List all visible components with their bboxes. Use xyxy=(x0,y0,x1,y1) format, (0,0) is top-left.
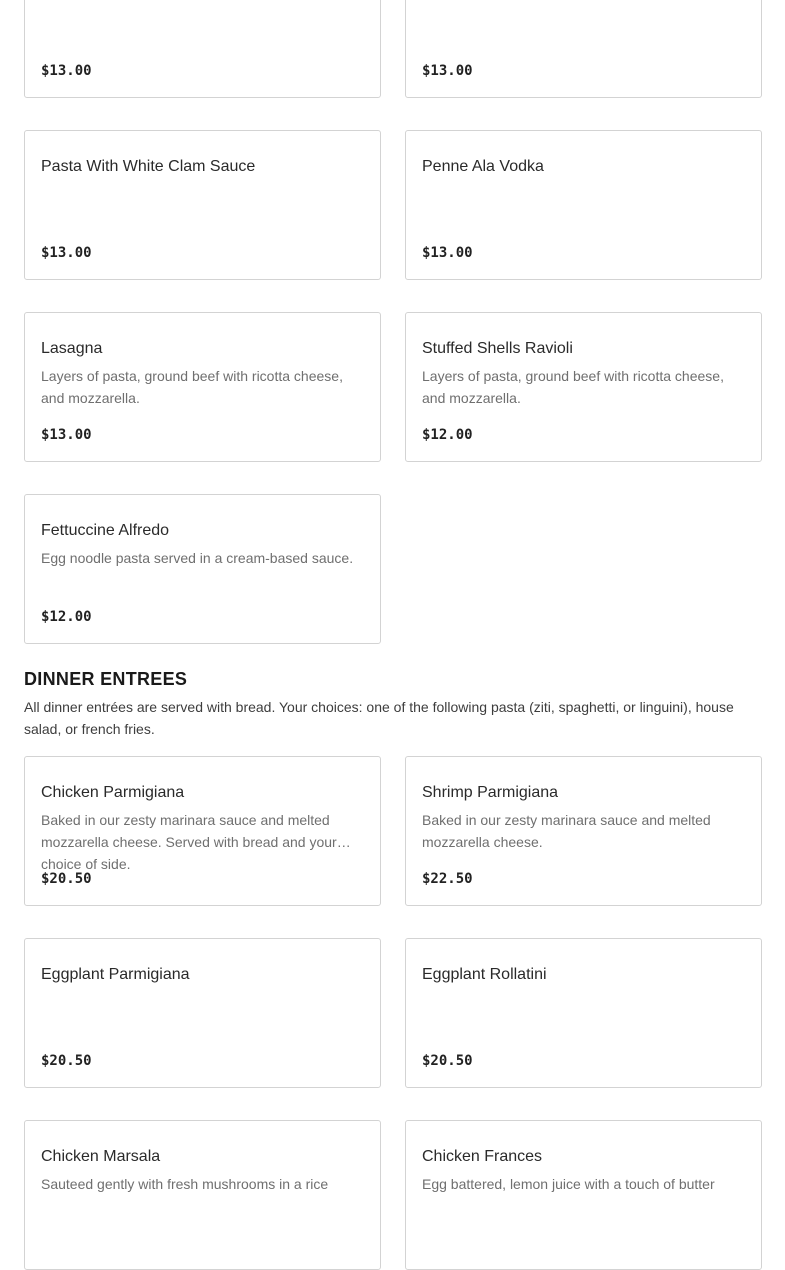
menu-item-description: Egg battered, lemon juice with a touch of butter xyxy=(422,1176,715,1192)
menu-item-price: $13.00 xyxy=(41,63,92,79)
menu-item-name: Chicken Marsala xyxy=(41,1148,161,1165)
menu-item-description: Sauteed gently with fresh mushrooms in a rice xyxy=(41,1176,329,1192)
menu-item-name: Pasta With White Clam Sauce xyxy=(41,158,256,175)
menu-item-card[interactable] xyxy=(405,0,762,98)
menu-item-name: Stuffed Shells Ravioli xyxy=(422,340,573,357)
menu-item-card[interactable] xyxy=(405,756,762,906)
menu-item-card[interactable] xyxy=(24,938,381,1088)
menu-item-name: Shrimp Parmigiana xyxy=(422,784,559,801)
section-title: DINNER ENTREES xyxy=(24,669,188,689)
menu-item-description: Egg noodle pasta served in a cream-based sauce. xyxy=(41,550,354,566)
menu-item-card[interactable] xyxy=(24,1120,381,1270)
menu-item-description: Baked in our zesty marinara sauce and melted mozzarella cheese. Served with bread and your choice of side. xyxy=(41,812,337,872)
menu-item-card[interactable] xyxy=(24,130,381,280)
menu-item-card[interactable] xyxy=(24,312,381,462)
menu-item-price: $20.50 xyxy=(422,1053,473,1069)
menu-item-price: $13.00 xyxy=(41,245,92,261)
menu-item-price: $22.50 xyxy=(422,871,473,887)
menu-item-price: $13.00 xyxy=(41,427,92,443)
menu-item-name: Fettuccine Alfredo xyxy=(41,522,170,539)
menu-item-price: $20.50 xyxy=(41,871,92,887)
menu-item-card[interactable] xyxy=(24,494,381,644)
menu-item-card[interactable] xyxy=(405,312,762,462)
section-description: All dinner entrées are served with bread. Your choices: one of the following pasta (ziti, spaghetti, or linguini), house salad, or french fries. xyxy=(24,699,734,737)
menu-item-price: $20.50 xyxy=(41,1053,92,1069)
menu-item-card[interactable] xyxy=(405,1120,762,1270)
menu-item-name: Chicken Parmigiana xyxy=(41,784,185,801)
menu-item-price: $13.00 xyxy=(422,245,473,261)
menu-item-card[interactable] xyxy=(24,0,381,98)
menu-item-price: $13.00 xyxy=(422,63,473,79)
menu-item-description: Baked in our zesty marinara sauce and melted mozzarella cheese. xyxy=(422,812,711,850)
menu-item-name: Lasagna xyxy=(41,340,103,357)
menu-item-name: Penne Ala Vodka xyxy=(422,158,544,175)
menu-item-name: Eggplant Parmigiana xyxy=(41,966,190,983)
menu-item-name: Chicken Frances xyxy=(422,1148,543,1165)
menu-item-description: Layers of pasta, ground beef with ricotta cheese, and mozzarella. xyxy=(41,368,343,406)
menu-item-price: $12.00 xyxy=(41,609,92,625)
menu-item-description: Layers of pasta, ground beef with ricotta cheese, and mozzarella. xyxy=(422,368,724,406)
menu-item-card[interactable] xyxy=(405,938,762,1088)
menu-item-name: Eggplant Rollatini xyxy=(422,966,547,983)
menu-item-price: $12.00 xyxy=(422,427,473,443)
menu-item-card[interactable] xyxy=(24,756,381,906)
menu-item-card[interactable] xyxy=(405,130,762,280)
